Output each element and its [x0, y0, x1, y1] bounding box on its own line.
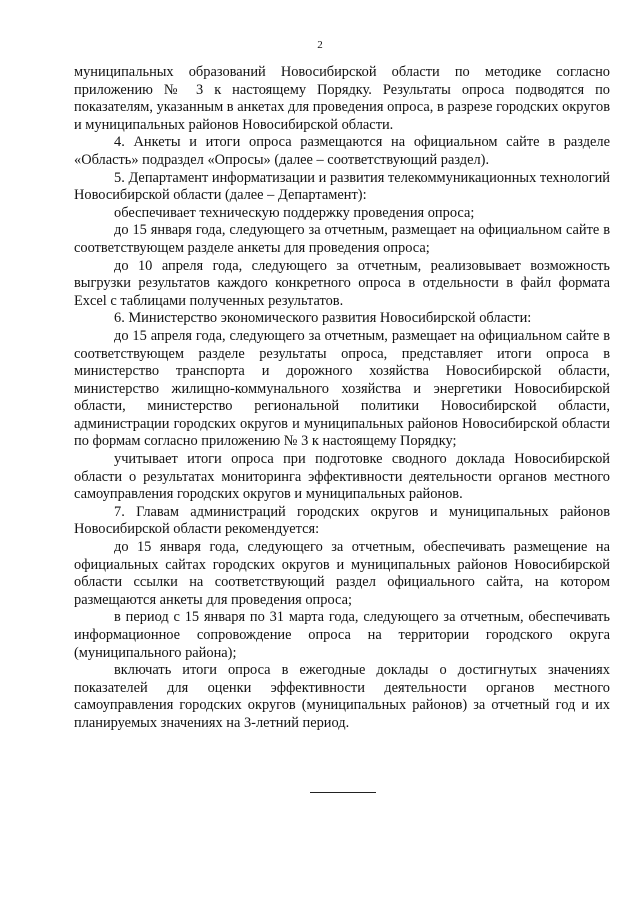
- paragraph-item-6: 6. Министерство экономического развития Новосибирской области:: [114, 310, 532, 327]
- paragraph-item-5-sub-1: обеспечивает техническую поддержку проведения опроса;: [114, 204, 475, 221]
- paragraph-item-5-sub-3: до 10 апреля года, следующего за отчетным, реализовывает возможность выгрузки результатов каждого конкретного опроса в отдельности в файл формата Excel с таблицами полученных результатов.: [74, 257, 610, 309]
- page-number: 2: [317, 39, 323, 51]
- paragraph-item-6-sub-1: до 15 апреля года, следующего за отчетным, размещает на официальном сайте в соответствующем разделе результаты опроса, представляет итоги опроса в министерство транспорта и дорожного хозяйства Новосибирской области, министерство жилищно-коммунального хозяйства и энергетики Новосибирской области, министерство региональной политики Новосибирской области, администрации городских округов и муниципальных районов Новосибирской области по формам согласно приложению № 3 к настоящему Порядку;: [74, 327, 610, 450]
- paragraph-item-7-sub-3: включать итоги опроса в ежегодные доклады о достигнутых значениях показателей для оценки эффективности деятельности органов местного самоуправления городских округов (муниципальных районов) за отчетный год и их планируемых значениях на 3-летний период.: [74, 662, 610, 731]
- paragraph-item-6-sub-2: учитывает итоги опроса при подготовке сводного доклада Новосибирской области о результатах мониторинга эффективности деятельности органов местного самоуправления городских округов и муниципальных районов.: [74, 451, 610, 503]
- paragraph-item-7-sub-2: в период с 15 января по 31 марта года, следующего за отчетным, обеспечивать информационное сопровождение опроса на территории городского округа (муниципального района);: [74, 609, 610, 661]
- paragraph-continuation: муниципальных образований Новосибирской области по методике согласно приложению № 3 к настоящему Порядку. Результаты опроса подводятся по показателям, указанным в анкетах для проведения опроса, в разрезе городских округов и муниципальных районов Новосибирской области.: [74, 64, 610, 133]
- document-body: [74, 64, 610, 733]
- paragraph-item-4: 4. Анкеты и итоги опроса размещаются на официальном сайте в разделе «Область» подраздел «Опросы» (далее – соответствующий раздел).: [74, 134, 610, 168]
- paragraph-item-5-sub-2: до 15 января года, следующего за отчетным, размещает на официальном сайте в соответствующем разделе анкеты для проведения опроса;: [74, 222, 610, 256]
- paragraph-item-7-sub-1: до 15 января года, следующего за отчетным, обеспечивать размещение на официальных сайтах городских округов и муниципальных районов Новосибирской области ссылки на соответствующий раздел официального сайта, на котором размещаются анкеты для проведения опроса;: [74, 539, 610, 608]
- paragraph-item-7: 7. Главам администраций городских округов и муниципальных районов Новосибирской области рекомендуется:: [74, 503, 610, 538]
- paragraph-item-5: 5. Департамент информатизации и развития телекоммуникационных технологий Новосибирской области (далее – Департамент):: [74, 169, 610, 204]
- end-of-document-rule: [310, 792, 376, 793]
